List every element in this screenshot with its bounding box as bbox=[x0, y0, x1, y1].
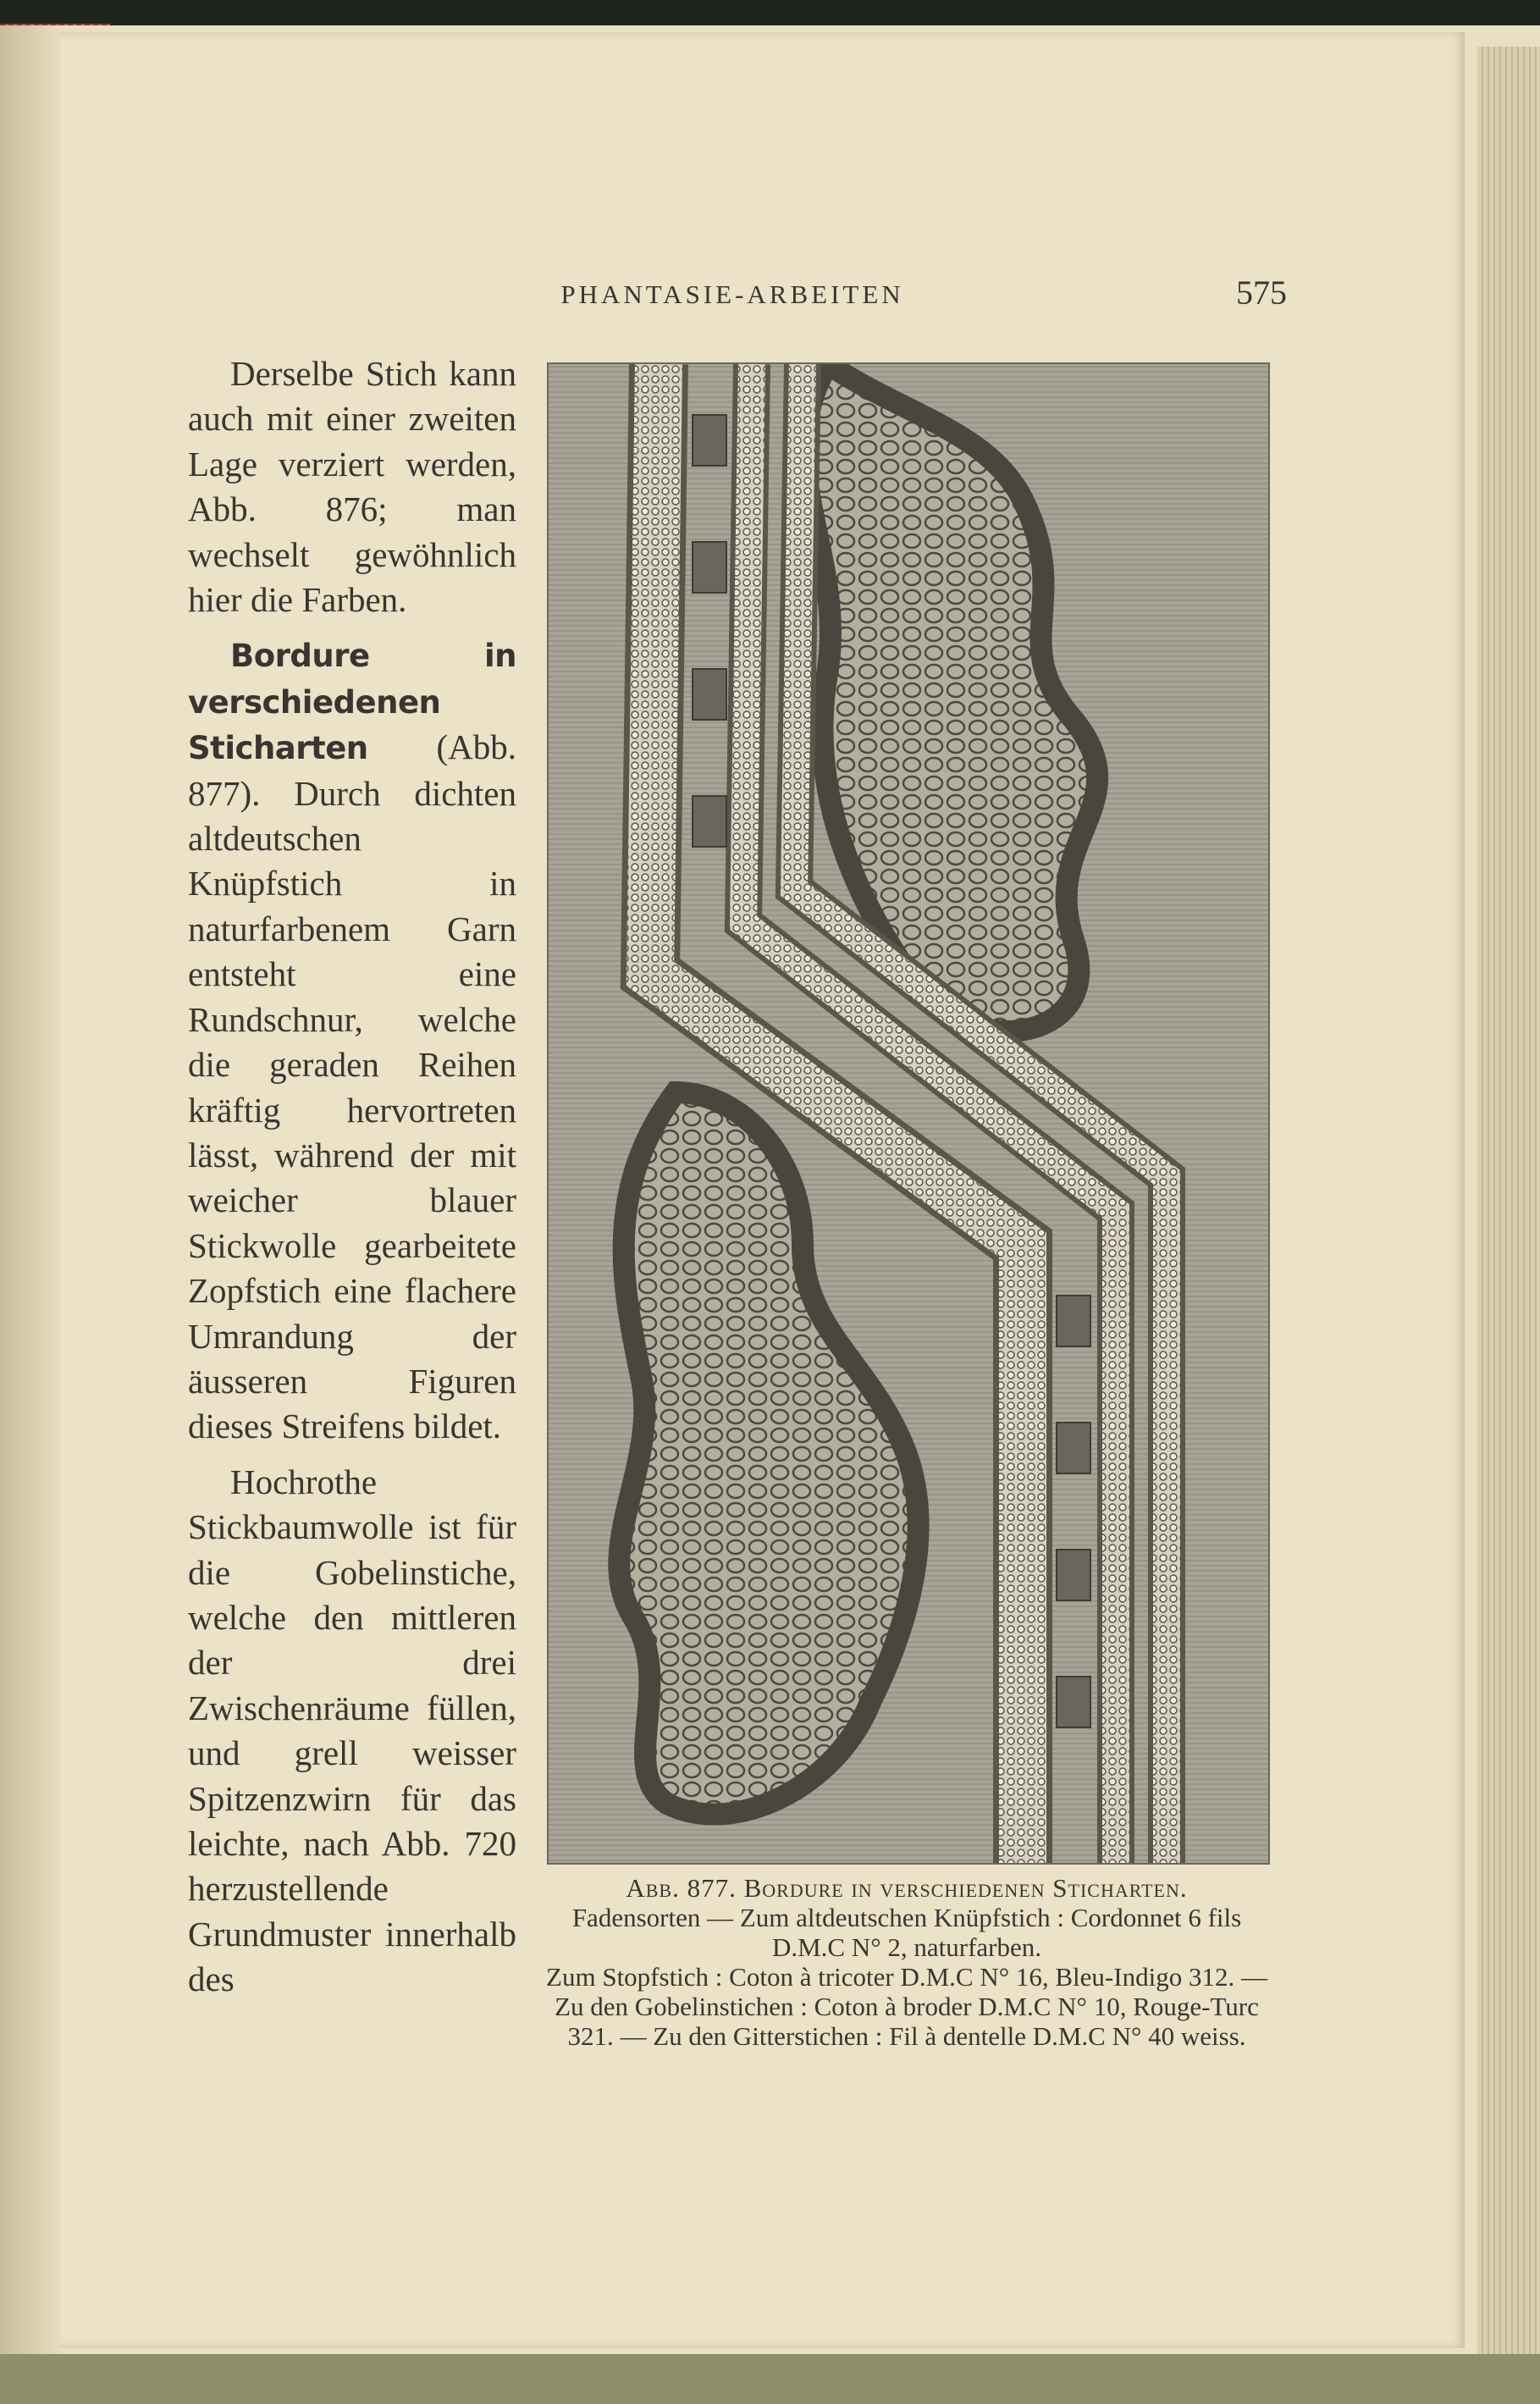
figure-877 bbox=[547, 362, 1270, 1865]
book-cover-top bbox=[0, 0, 1540, 25]
paragraph-2-text: (Abb. 877). Durch dichten altdeutschen Knüpfstich in naturfarbenem Garn entsteht eine Rundschnur, welche die geraden Reihen kräftig hervortreten lässt, während der mit weicher blauer Stickwolle gearbeitete Zopfstich eine flachere Umrandung der äusseren Figuren dieses Streifens bildet. bbox=[188, 727, 516, 1446]
section-heading: Bordure in verschiedenen Sticharten bbox=[188, 638, 516, 767]
running-header: PHANTASIE-ARBEITEN bbox=[560, 279, 904, 309]
caption-line-2: Zum Stopfstich : Coton à tricoter D.M.C N° 16, Bleu-Indigo 312. — Zu den Gobelinstichen : Coton à broder D.M.C N° 10, Rouge-Turc 321. — Zu den Gitterstichen : Fil à dentelle D.M.C N° 40 weiss. bbox=[546, 1962, 1267, 2051]
book-cover-bottom bbox=[0, 2354, 1540, 2404]
figure-caption bbox=[538, 1873, 1275, 2051]
page-number: 575 bbox=[1236, 274, 1287, 312]
embroidery-border-illustration bbox=[549, 364, 1268, 1863]
paragraph-1: Derselbe Stich kann auch mit einer zweiten Lage verziert werden, Abb. 876; man wechselt gewöhnlich hier die Farben. bbox=[188, 354, 516, 620]
caption-title: Abb. 877. Bordure in verschiedenen Sticharten. bbox=[626, 1873, 1188, 1903]
body-text-column bbox=[188, 351, 516, 2013]
page-gutter bbox=[0, 25, 59, 2363]
paragraph-2 bbox=[188, 633, 516, 1449]
paragraph-3: Hochrothe Stickbaumwolle ist für die Gobelinstiche, welche den mittleren der drei Zwischenräume füllen, und grell weisser Spitzenzwirn für das leichte, nach Abb. 720 herzustellende Grundmuster innerhalb des bbox=[188, 1462, 516, 1999]
page-edges bbox=[1477, 47, 1540, 2354]
caption-line-1: Fadensorten — Zum altdeutschen Knüpfstich : Cordonnet 6 fils D.M.C N° 2, naturfarben. bbox=[571, 1903, 1242, 1962]
